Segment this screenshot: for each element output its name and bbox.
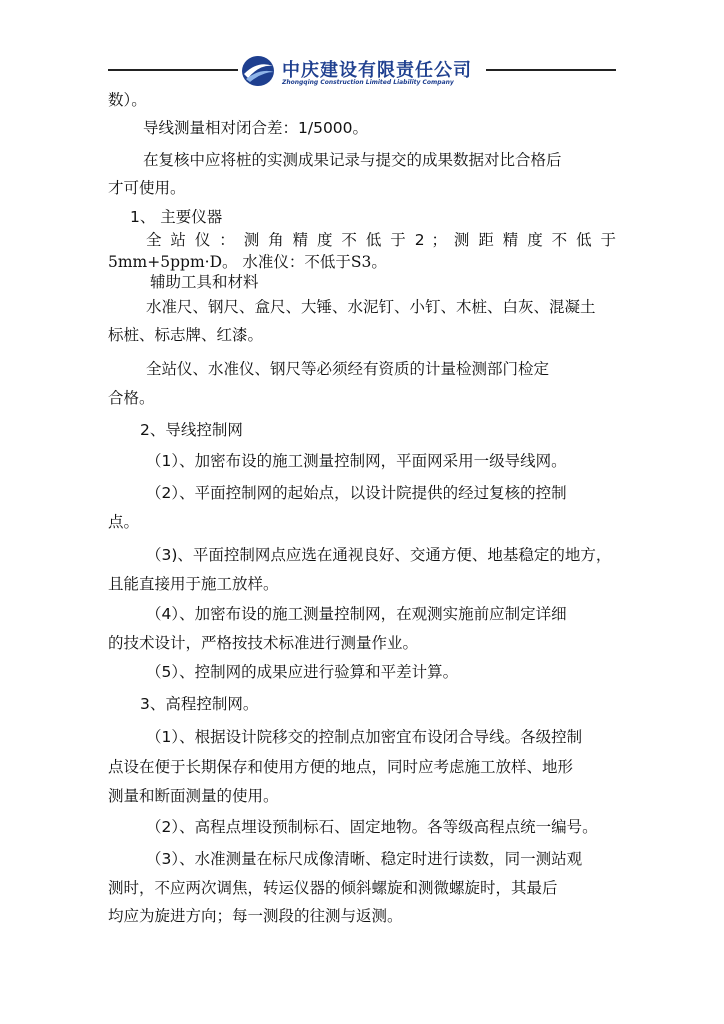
text-line: （5）、控制网的成果应进行验算和平差计算。 (146, 663, 459, 681)
text-line: （2）、平面控制网的起始点，以设计院提供的经过复核的控制 (146, 484, 567, 502)
text-line: 合格。 (108, 389, 155, 407)
header-rule-left (108, 69, 238, 71)
subheading: 辅助工具和材料 (150, 273, 259, 291)
text-line: 点设在便于长期保存和使用方便的地点，同时应考虑施工放样、地形 (108, 758, 574, 776)
header-rule-right (486, 69, 616, 71)
text-line: （4）、加密布设的施工测量控制网，在观测实施前应制定详细 (146, 605, 567, 623)
company-name-en: Zhongqing Construction Limited Liability Company (282, 79, 454, 86)
text-line: 测量和断面测量的使用。 (108, 787, 279, 805)
text-line: 导线测量相对闭合差：1/5000。 (143, 119, 369, 137)
text-line: 均应为旋进方向；每一测段的往测与返测。 (108, 907, 403, 925)
text-line: （1）、根据设计院移交的控制点加密宜布设闭合导线。各级控制 (146, 728, 583, 746)
text-line: 标桩、标志牌、红漆。 (108, 326, 264, 344)
text-line: 水准尺、钢尺、盒尺、大锤、水泥钉、小钉、木桩、白灰、混凝土 (146, 298, 596, 316)
text-line: （3）、水准测量在标尺成像清晰、稳定时进行读数，同一测站观 (146, 850, 583, 868)
text-line: 点。 (108, 513, 140, 531)
text-line: 全 站 仪 ： 测 角 精 度 不 低 于 2 ； 测 距 精 度 不 低 于 (146, 231, 616, 249)
page-header (0, 52, 724, 92)
text-line: 全站仪、水准仪、钢尺等必须经有资质的计量检测部门检定 (146, 360, 550, 378)
section-heading: 2、导线控制网 (140, 421, 243, 439)
text-line: 且能直接用于施工放样。 (108, 575, 279, 593)
text-line: 才可使用。 (108, 179, 186, 197)
section-heading: 3、高程控制网。 (140, 695, 259, 713)
text-line: （1）、加密布设的施工测量控制网，平面网采用一级导线网。 (146, 452, 567, 470)
text-line: （2）、高程点埋设预制标石、固定地物。各等级高程点统一编号。 (146, 818, 598, 836)
text-line: 测时，不应两次调焦，转运仪器的倾斜螺旋和测微螺旋时，其最后 (108, 879, 558, 897)
text-line: 数）。 (108, 91, 147, 109)
text-line: （3)、平面控制网点应选在通视良好、交通方便、地基稳定的地方， (146, 546, 612, 564)
text-line: 的技术设计，严格按技术标准进行测量作业。 (108, 634, 419, 652)
text-line: 在复核中应将桩的实测成果记录与提交的成果数据对比合格后 (143, 151, 562, 169)
company-name-cn: 中庆建设有限责任公司 (282, 60, 472, 81)
section-heading: 1、 主要仪器 (130, 208, 223, 226)
company-logo-icon (240, 54, 276, 88)
text-line: 5mm+5ppm·D。 水准仪：不低于S3。 (108, 253, 387, 271)
